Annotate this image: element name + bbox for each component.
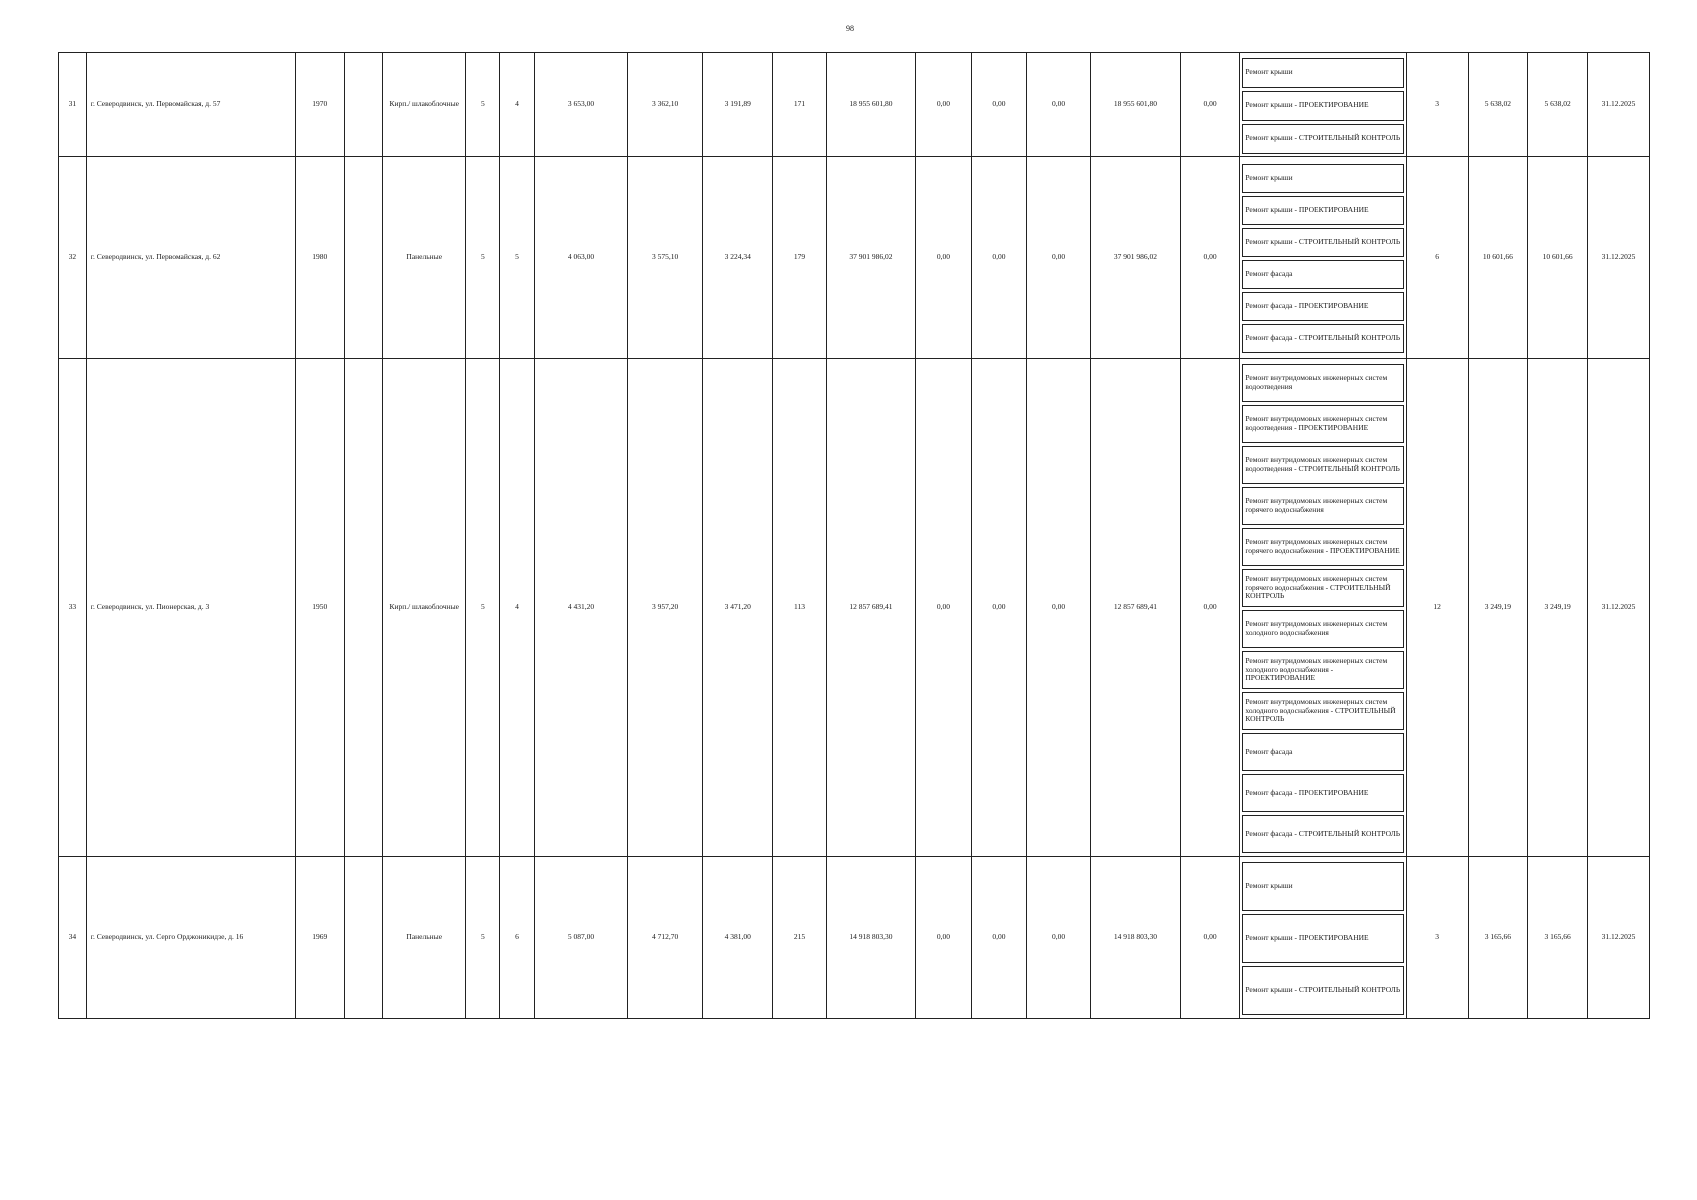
works-list-cell (1240, 359, 1406, 857)
total-area: 4 063,00 (534, 157, 628, 359)
entrances-count: 4 (500, 359, 534, 857)
works-list (1242, 364, 1403, 853)
floors-count: 5 (466, 359, 500, 857)
reconstruction-year (344, 157, 382, 359)
unit-cost: 3 165,66 (1468, 857, 1528, 1019)
other-funds: 0,00 (1180, 857, 1240, 1019)
work-item-label: Ремонт крыши - СТРОИТЕЛЬНЫЙ КОНТРОЛЬ (1245, 237, 1401, 247)
wall-material: Панельные (383, 157, 466, 359)
entrances-count: 5 (500, 157, 534, 359)
work-item (1242, 774, 1403, 812)
reconstruction-year (344, 53, 382, 157)
regional-funds: 0,00 (971, 359, 1026, 857)
work-item (1242, 58, 1403, 88)
work-item (1242, 966, 1403, 1015)
work-item-label: Ремонт крыши (1245, 67, 1293, 77)
work-item-label: Ремонт внутридомовых инженерных систем холодного водоснабжения - ПРОЕКТИРОВАНИЕ (1245, 656, 1388, 683)
work-item-label: Ремонт внутридомовых инженерных систем холодного водоснабжения (1245, 619, 1388, 637)
row-number: 34 (59, 857, 87, 1019)
works-list (1242, 164, 1403, 353)
owners-funds: 14 918 803,30 (1091, 857, 1181, 1019)
municipal-funds: 0,00 (1027, 53, 1091, 157)
work-item-label: Ремонт внутридомовых инженерных систем водоотведения (1245, 373, 1388, 391)
row-number: 33 (59, 359, 87, 857)
federal-funds: 0,00 (916, 857, 971, 1019)
works-count: 3 (1406, 857, 1468, 1019)
work-item (1242, 651, 1403, 689)
works-count: 6 (1406, 157, 1468, 359)
wall-material: Панельные (383, 857, 466, 1019)
deadline-date: 31.12.2025 (1587, 359, 1649, 857)
work-item-label: Ремонт крыши (1245, 173, 1293, 183)
work-item-label: Ремонт фасада - ПРОЕКТИРОВАНИЕ (1245, 301, 1369, 311)
work-item-label: Ремонт крыши - СТРОИТЕЛЬНЫЙ КОНТРОЛЬ (1245, 985, 1401, 995)
work-item (1242, 91, 1403, 121)
address: г. Северодвинск, ул. Первомайская, д. 57 (86, 53, 295, 157)
federal-funds: 0,00 (916, 359, 971, 857)
municipal-funds: 0,00 (1027, 157, 1091, 359)
premises-area: 3 362,10 (628, 53, 703, 157)
max-unit-cost: 3 165,66 (1528, 857, 1588, 1019)
other-funds: 0,00 (1180, 53, 1240, 157)
max-unit-cost: 3 249,19 (1528, 359, 1588, 857)
work-item (1242, 914, 1403, 963)
work-item (1242, 610, 1403, 648)
unit-cost: 3 249,19 (1468, 359, 1528, 857)
work-item (1242, 324, 1403, 353)
premises-area: 3 957,20 (628, 359, 703, 857)
regional-funds: 0,00 (971, 857, 1026, 1019)
work-item (1242, 196, 1403, 225)
build-year: 1969 (295, 857, 344, 1019)
other-funds: 0,00 (1180, 359, 1240, 857)
residential-area: 3 471,20 (703, 359, 773, 857)
work-item (1242, 124, 1403, 154)
work-item-label: Ремонт крыши - ПРОЕКТИРОВАНИЕ (1245, 205, 1369, 215)
total-cost: 14 918 803,30 (826, 857, 916, 1019)
work-item (1242, 815, 1403, 853)
address: г. Северодвинск, ул. Первомайская, д. 62 (86, 157, 295, 359)
work-item (1242, 528, 1403, 566)
total-area: 4 431,20 (534, 359, 628, 857)
reconstruction-year (344, 359, 382, 857)
table-body (59, 53, 1650, 1019)
total-area: 5 087,00 (534, 857, 628, 1019)
total-cost: 12 857 689,41 (826, 359, 916, 857)
residents-count: 113 (773, 359, 826, 857)
work-item (1242, 164, 1403, 193)
work-item (1242, 364, 1403, 402)
residents-count: 215 (773, 857, 826, 1019)
owners-funds: 37 901 986,02 (1091, 157, 1181, 359)
work-item-label: Ремонт внутридомовых инженерных систем горячего водоснабжения (1245, 496, 1388, 514)
residents-count: 179 (773, 157, 826, 359)
federal-funds: 0,00 (916, 157, 971, 359)
work-item (1242, 446, 1403, 484)
work-item-label: Ремонт крыши - ПРОЕКТИРОВАНИЕ (1245, 933, 1369, 943)
work-item-label: Ремонт внутридомовых инженерных систем горячего водоснабжения - ПРОЕКТИРОВАНИЕ (1245, 537, 1400, 555)
unit-cost: 5 638,02 (1468, 53, 1528, 157)
wall-material: Кирп./ шлакоблочные (383, 53, 466, 157)
work-item-label: Ремонт крыши (1245, 881, 1293, 891)
table-row (59, 359, 1650, 857)
work-item-label: Ремонт фасада (1245, 269, 1293, 279)
floors-count: 5 (466, 157, 500, 359)
works-count: 3 (1406, 53, 1468, 157)
build-year: 1970 (295, 53, 344, 157)
wall-material: Кирп./ шлакоблочные (383, 359, 466, 857)
work-item-label: Ремонт фасада - ПРОЕКТИРОВАНИЕ (1245, 787, 1369, 797)
work-item-label: Ремонт крыши - СТРОИТЕЛЬНЫЙ КОНТРОЛЬ (1245, 133, 1401, 143)
address: г. Северодвинск, ул. Пионерская, д. 3 (86, 359, 295, 857)
works-list (1242, 58, 1403, 154)
work-item (1242, 569, 1403, 607)
work-item-label: Ремонт крыши - ПРОЕКТИРОВАНИЕ (1245, 100, 1369, 110)
works-list (1242, 862, 1403, 1015)
floors-count: 5 (466, 53, 500, 157)
work-item (1242, 733, 1403, 771)
build-year: 1980 (295, 157, 344, 359)
premises-area: 4 712,70 (628, 857, 703, 1019)
regional-funds: 0,00 (971, 157, 1026, 359)
work-item (1242, 405, 1403, 443)
residential-area: 3 224,34 (703, 157, 773, 359)
address: г. Северодвинск, ул. Серго Орджоникидзе, д. 16 (86, 857, 295, 1019)
work-item (1242, 862, 1403, 911)
premises-area: 3 575,10 (628, 157, 703, 359)
total-cost: 18 955 601,80 (826, 53, 916, 157)
build-year: 1950 (295, 359, 344, 857)
work-item-label: Ремонт внутридомовых инженерных систем водоотведения - СТРОИТЕЛЬНЫЙ КОНТРОЛЬ (1245, 455, 1400, 473)
works-list-cell (1240, 157, 1406, 359)
deadline-date: 31.12.2025 (1587, 157, 1649, 359)
table-row (59, 53, 1650, 157)
works-list-cell (1240, 53, 1406, 157)
residential-area: 4 381,00 (703, 857, 773, 1019)
works-list-cell (1240, 857, 1406, 1019)
works-count: 12 (1406, 359, 1468, 857)
row-number: 31 (59, 53, 87, 157)
max-unit-cost: 10 601,66 (1528, 157, 1588, 359)
owners-funds: 18 955 601,80 (1091, 53, 1181, 157)
work-item-label: Ремонт фасада - СТРОИТЕЛЬНЫЙ КОНТРОЛЬ (1245, 828, 1401, 838)
regional-funds: 0,00 (971, 53, 1026, 157)
work-item (1242, 292, 1403, 321)
work-item-label: Ремонт внутридомовых инженерных систем водоотведения - ПРОЕКТИРОВАНИЕ (1245, 414, 1388, 432)
work-item-label: Ремонт фасада - СТРОИТЕЛЬНЫЙ КОНТРОЛЬ (1245, 333, 1401, 343)
work-item (1242, 487, 1403, 525)
table-row (59, 857, 1650, 1019)
other-funds: 0,00 (1180, 157, 1240, 359)
reconstruction-year (344, 857, 382, 1019)
residents-count: 171 (773, 53, 826, 157)
municipal-funds: 0,00 (1027, 857, 1091, 1019)
floors-count: 5 (466, 857, 500, 1019)
deadline-date: 31.12.2025 (1587, 857, 1649, 1019)
federal-funds: 0,00 (916, 53, 971, 157)
owners-funds: 12 857 689,41 (1091, 359, 1181, 857)
municipal-funds: 0,00 (1027, 359, 1091, 857)
work-item (1242, 260, 1403, 289)
total-cost: 37 901 986,02 (826, 157, 916, 359)
entrances-count: 4 (500, 53, 534, 157)
capital-repair-register-table (58, 52, 1650, 1019)
unit-cost: 10 601,66 (1468, 157, 1528, 359)
row-number: 32 (59, 157, 87, 359)
total-area: 3 653,00 (534, 53, 628, 157)
work-item (1242, 228, 1403, 257)
table-row (59, 157, 1650, 359)
deadline-date: 31.12.2025 (1587, 53, 1649, 157)
work-item-label: Ремонт внутридомовых инженерных систем холодного водоснабжения - СТРОИТЕЛЬНЫЙ КОНТРОЛЬ (1245, 697, 1396, 724)
residential-area: 3 191,89 (703, 53, 773, 157)
work-item-label: Ремонт фасада (1245, 746, 1293, 756)
max-unit-cost: 5 638,02 (1528, 53, 1588, 157)
page-number: 98 (846, 24, 854, 33)
entrances-count: 6 (500, 857, 534, 1019)
work-item (1242, 692, 1403, 730)
work-item-label: Ремонт внутридомовых инженерных систем горячего водоснабжения - СТРОИТЕЛЬНЫЙ КОНТРОЛЬ (1245, 574, 1391, 601)
